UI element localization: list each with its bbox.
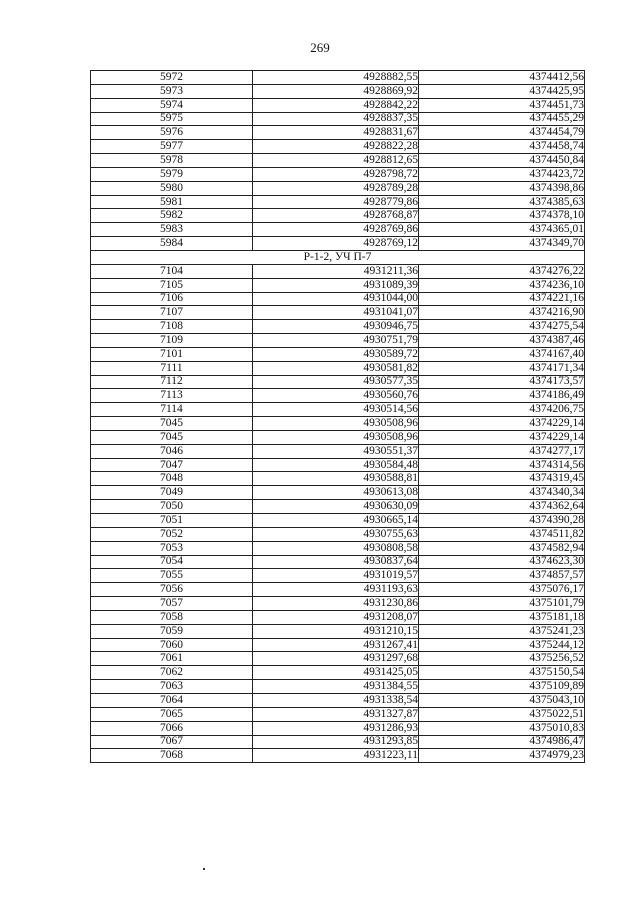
y-coordinate-cell: 4374450,84 [419,154,585,168]
y-coordinate-cell: 4374206,75 [419,403,585,417]
table-row [91,597,585,611]
point-number-cell: 7114 [91,403,253,417]
x-coordinate-cell: 4928869,92 [253,84,419,98]
table-row [91,347,585,361]
x-coordinate-cell: 4928769,12 [253,237,419,251]
table-row [91,167,585,181]
table-row [91,320,585,334]
y-coordinate-cell: 4374171,34 [419,361,585,375]
x-coordinate-cell: 4931230,86 [253,597,419,611]
point-number-cell: 7111 [91,361,253,375]
point-number-cell: 7066 [91,721,253,735]
table-row [91,237,585,251]
y-coordinate-cell: 4375101,79 [419,597,585,611]
x-coordinate-cell: 4928779,86 [253,195,419,209]
table-row [91,389,585,403]
x-coordinate-cell: 4931425,05 [253,666,419,680]
x-coordinate-cell: 4928842,22 [253,98,419,112]
table-row [91,84,585,98]
table-row [91,361,585,375]
table-row [91,555,585,569]
table-row [91,527,585,541]
table-row [91,223,585,237]
y-coordinate-cell: 4375010,83 [419,721,585,735]
y-coordinate-cell: 4374387,46 [419,334,585,348]
table-row [91,334,585,348]
table-row [91,209,585,223]
x-coordinate-cell: 4928812,65 [253,154,419,168]
x-coordinate-cell: 4931210,15 [253,624,419,638]
point-number-cell: 5983 [91,223,253,237]
table-row [91,154,585,168]
table-row [91,403,585,417]
table-row [91,693,585,707]
table-row [91,610,585,624]
point-number-cell: 7101 [91,347,253,361]
x-coordinate-cell: 4930581,82 [253,361,419,375]
table-row [91,140,585,154]
table-row [91,749,585,763]
point-number-cell: 5973 [91,84,253,98]
y-coordinate-cell: 4374857,57 [419,569,585,583]
y-coordinate-cell: 4374186,49 [419,389,585,403]
y-coordinate-cell: 4374423,72 [419,167,585,181]
table-row [91,707,585,721]
x-coordinate-cell: 4931089,39 [253,278,419,292]
x-coordinate-cell: 4931041,07 [253,306,419,320]
table-row [91,278,585,292]
y-coordinate-cell: 4375150,54 [419,666,585,680]
y-coordinate-cell: 4374236,10 [419,278,585,292]
y-coordinate-cell: 4374458,74 [419,140,585,154]
table-row [91,569,585,583]
x-coordinate-cell: 4931044,00 [253,292,419,306]
x-coordinate-cell: 4928768,87 [253,209,419,223]
x-coordinate-cell: 4928769,86 [253,223,419,237]
point-number-cell: 5980 [91,181,253,195]
point-number-cell: 7054 [91,555,253,569]
table-row [91,666,585,680]
point-number-cell: 7051 [91,514,253,528]
x-coordinate-cell: 4930514,56 [253,403,419,417]
y-coordinate-cell: 4375241,23 [419,624,585,638]
x-coordinate-cell: 4931211,36 [253,264,419,278]
x-coordinate-cell: 4930584,48 [253,458,419,472]
point-number-cell: 7065 [91,707,253,721]
y-coordinate-cell: 4374340,34 [419,486,585,500]
x-coordinate-cell: 4931019,57 [253,569,419,583]
x-coordinate-cell: 4930589,72 [253,347,419,361]
point-number-cell: 7058 [91,610,253,624]
table-section-before [91,71,585,251]
y-coordinate-cell: 4374349,70 [419,237,585,251]
y-coordinate-cell: 4374362,64 [419,500,585,514]
x-coordinate-cell: 4931208,07 [253,610,419,624]
section-label: Р-1-2, УЧ П-7 [91,250,585,264]
x-coordinate-cell: 4931193,63 [253,583,419,597]
y-coordinate-cell: 4374365,01 [419,223,585,237]
point-number-cell: 7053 [91,541,253,555]
page-number: 269 [310,40,330,55]
y-coordinate-cell: 4374229,14 [419,417,585,431]
table-section-header [91,250,585,264]
y-coordinate-cell: 4374216,90 [419,306,585,320]
table-row [91,624,585,638]
y-coordinate-cell: 4375043,10 [419,693,585,707]
point-number-cell: 5979 [91,167,253,181]
x-coordinate-cell: 4930613,08 [253,486,419,500]
point-number-cell: 7057 [91,597,253,611]
table-row [91,98,585,112]
section-row [91,250,585,264]
y-coordinate-cell: 4375181,18 [419,610,585,624]
y-coordinate-cell: 4375109,89 [419,680,585,694]
table-row [91,126,585,140]
point-number-cell: 7109 [91,334,253,348]
y-coordinate-cell: 4374276,22 [419,264,585,278]
y-coordinate-cell: 4374277,17 [419,444,585,458]
y-coordinate-cell: 4374398,86 [419,181,585,195]
point-number-cell: 7045 [91,417,253,431]
x-coordinate-cell: 4928837,35 [253,112,419,126]
x-coordinate-cell: 4928798,72 [253,167,419,181]
x-coordinate-cell: 4930577,35 [253,375,419,389]
table-row [91,430,585,444]
table-row [91,514,585,528]
table-row [91,306,585,320]
y-coordinate-cell: 4374378,10 [419,209,585,223]
table-section-after [91,264,585,762]
table-row [91,112,585,126]
x-coordinate-cell: 4930837,64 [253,555,419,569]
point-number-cell: 5977 [91,140,253,154]
table-row [91,638,585,652]
point-number-cell: 7068 [91,749,253,763]
point-number-cell: 7050 [91,500,253,514]
point-number-cell: 7064 [91,693,253,707]
point-number-cell: 7104 [91,264,253,278]
table-row [91,735,585,749]
y-coordinate-cell: 4375244,12 [419,638,585,652]
x-coordinate-cell: 4928882,55 [253,71,419,85]
y-coordinate-cell: 4374454,79 [419,126,585,140]
y-coordinate-cell: 4374173,57 [419,375,585,389]
table-row [91,721,585,735]
table-row [91,500,585,514]
x-coordinate-cell: 4931297,68 [253,652,419,666]
x-coordinate-cell: 4930665,14 [253,514,419,528]
x-coordinate-cell: 4928822,28 [253,140,419,154]
y-coordinate-cell: 4374229,14 [419,430,585,444]
y-coordinate-cell: 4374275,54 [419,320,585,334]
table-row [91,444,585,458]
table-row [91,680,585,694]
x-coordinate-cell: 4931293,85 [253,735,419,749]
y-coordinate-cell: 4374390,28 [419,514,585,528]
point-number-cell: 5975 [91,112,253,126]
point-number-cell: 5978 [91,154,253,168]
y-coordinate-cell: 4374623,30 [419,555,585,569]
table-row [91,264,585,278]
table-row [91,181,585,195]
y-coordinate-cell: 4374455,29 [419,112,585,126]
table-row [91,652,585,666]
point-number-cell: 7063 [91,680,253,694]
point-number-cell: 7105 [91,278,253,292]
x-coordinate-cell: 4930551,37 [253,444,419,458]
table-row [91,375,585,389]
y-coordinate-cell: 4375076,17 [419,583,585,597]
table-row [91,71,585,85]
y-coordinate-cell: 4374412,56 [419,71,585,85]
point-number-cell: 7113 [91,389,253,403]
table-row [91,583,585,597]
coordinates-table [90,70,585,763]
y-coordinate-cell: 4374451,73 [419,98,585,112]
x-coordinate-cell: 4930751,79 [253,334,419,348]
x-coordinate-cell: 4928831,67 [253,126,419,140]
y-coordinate-cell: 4374511,82 [419,527,585,541]
y-coordinate-cell: 4374986,47 [419,735,585,749]
table-row [91,292,585,306]
x-coordinate-cell: 4930560,76 [253,389,419,403]
point-number-cell: 7045 [91,430,253,444]
table-row [91,458,585,472]
x-coordinate-cell: 4930755,63 [253,527,419,541]
x-coordinate-cell: 4930508,96 [253,417,419,431]
y-coordinate-cell: 4374582,94 [419,541,585,555]
x-coordinate-cell: 4931267,41 [253,638,419,652]
point-number-cell: 5972 [91,71,253,85]
table-row [91,195,585,209]
y-coordinate-cell: 4375256,52 [419,652,585,666]
x-coordinate-cell: 4931223,11 [253,749,419,763]
point-number-cell: 7056 [91,583,253,597]
table-row [91,472,585,486]
point-number-cell: 7060 [91,638,253,652]
point-number-cell: 5974 [91,98,253,112]
y-coordinate-cell: 4374314,56 [419,458,585,472]
point-number-cell: 5982 [91,209,253,223]
point-number-cell: 7048 [91,472,253,486]
y-coordinate-cell: 4374167,40 [419,347,585,361]
point-number-cell: 7047 [91,458,253,472]
x-coordinate-cell: 4928789,28 [253,181,419,195]
x-coordinate-cell: 4930588,81 [253,472,419,486]
x-coordinate-cell: 4931384,55 [253,680,419,694]
point-number-cell: 7112 [91,375,253,389]
y-coordinate-cell: 4374221,16 [419,292,585,306]
x-coordinate-cell: 4931327,87 [253,707,419,721]
point-number-cell: 7046 [91,444,253,458]
point-number-cell: 7107 [91,306,253,320]
point-number-cell: 7061 [91,652,253,666]
point-number-cell: 5981 [91,195,253,209]
scan-speck [203,868,205,870]
y-coordinate-cell: 4375022,51 [419,707,585,721]
x-coordinate-cell: 4931286,93 [253,721,419,735]
y-coordinate-cell: 4374425,95 [419,84,585,98]
point-number-cell: 7067 [91,735,253,749]
x-coordinate-cell: 4930508,96 [253,430,419,444]
point-number-cell: 7108 [91,320,253,334]
table-row [91,417,585,431]
point-number-cell: 7055 [91,569,253,583]
point-number-cell: 5984 [91,237,253,251]
x-coordinate-cell: 4931338,54 [253,693,419,707]
point-number-cell: 5976 [91,126,253,140]
y-coordinate-cell: 4374385,63 [419,195,585,209]
point-number-cell: 7062 [91,666,253,680]
point-number-cell: 7049 [91,486,253,500]
point-number-cell: 7059 [91,624,253,638]
point-number-cell: 7106 [91,292,253,306]
x-coordinate-cell: 4930946,75 [253,320,419,334]
point-number-cell: 7052 [91,527,253,541]
y-coordinate-cell: 4374979,23 [419,749,585,763]
table-row [91,541,585,555]
x-coordinate-cell: 4930630,09 [253,500,419,514]
y-coordinate-cell: 4374319,45 [419,472,585,486]
table-row [91,486,585,500]
x-coordinate-cell: 4930808,58 [253,541,419,555]
